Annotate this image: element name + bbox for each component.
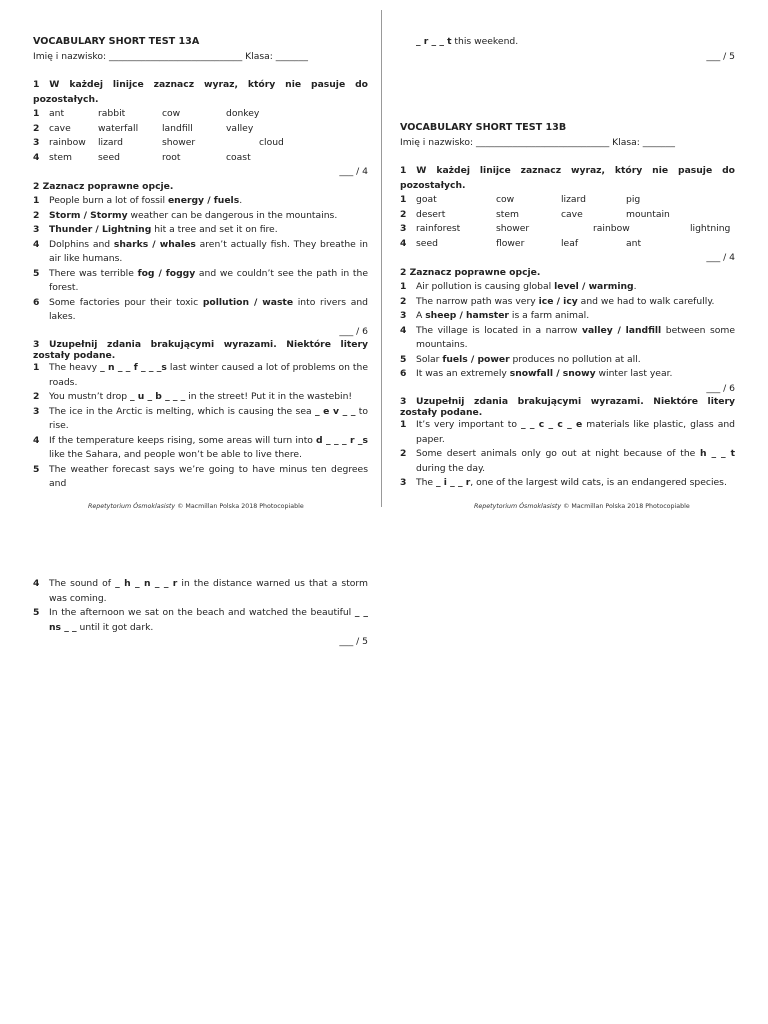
- section-2-heading: 2 Zaznacz poprawne opcje.: [33, 180, 174, 192]
- item-answer: ice / icy: [538, 295, 578, 307]
- item-text: The village is located in a narrow: [416, 324, 582, 336]
- item-number: 1: [33, 362, 40, 373]
- item-answer: energy / fuels: [167, 195, 240, 206]
- word-option: rainbow: [49, 137, 86, 148]
- word-option: ant: [49, 108, 65, 119]
- exercise-item: [400, 309, 735, 324]
- item-text: hit a tree and set it on fire.: [151, 224, 278, 235]
- item-text: winter last year.: [595, 368, 673, 379]
- section-2-score: ___ / 6: [706, 382, 735, 394]
- exercise-item: [33, 223, 368, 238]
- word-option: cow: [162, 108, 181, 119]
- word-option: coast: [226, 151, 251, 163]
- item-text: Some factories pour their toxic: [49, 296, 203, 308]
- test-13b: [400, 35, 735, 64]
- item-number: 6: [33, 296, 40, 308]
- exercise-item: [400, 418, 735, 447]
- word-option: landfill: [162, 122, 193, 134]
- item-text: during the day.: [416, 462, 486, 474]
- section-1-score: ___ / 4: [706, 252, 735, 263]
- section-2-heading: 2 Zaznacz poprawne opcje.: [400, 266, 541, 278]
- item-number: 3: [33, 405, 40, 417]
- item-number: 5: [33, 463, 40, 475]
- item-text: The: [416, 477, 437, 488]
- item-answer: Storm / Stormy: [49, 209, 128, 221]
- item-text: weather can be dangerous in the mountains.: [127, 209, 338, 221]
- word-option: seed: [416, 237, 438, 249]
- word-row: [400, 208, 735, 223]
- word-option: leaf: [561, 237, 579, 249]
- item-answer: sharks / whales: [113, 238, 196, 250]
- item-answer: _ _ ns _ _: [49, 607, 369, 633]
- item-text: in the street! Put it in the wastebin!: [185, 391, 353, 402]
- exercise-item: [33, 267, 368, 296]
- section-3-heading: 3 Uzupełnij zdania brakującymi wyrazami. Niektóre litery zostały podane.: [400, 396, 735, 418]
- item-number: 3: [33, 224, 40, 235]
- word-option: cow: [496, 194, 515, 205]
- item-answer: Thunder / Lightning: [49, 224, 152, 235]
- item-text: and we had to walk carefully.: [577, 295, 715, 307]
- section-3-items: [33, 361, 368, 492]
- column-divider: [381, 10, 382, 507]
- section-1-score: ___ / 4: [339, 166, 368, 177]
- test-13a: [33, 35, 368, 492]
- word-option: rainforest: [416, 223, 461, 234]
- exercise-item: [400, 447, 735, 476]
- item-text: If the temperature keeps rising, some areas will turn into: [49, 434, 317, 446]
- test-title: VOCABULARY SHORT TEST 13A: [33, 36, 200, 47]
- carry-over-score: ___ / 5: [706, 50, 735, 62]
- item-text: .: [239, 195, 243, 206]
- exercise-item: [400, 353, 735, 368]
- test-13b-body: [400, 121, 735, 491]
- footer-copyright: © Macmillan Polska 2018 Photocopiable: [561, 503, 690, 510]
- section-2-items: [33, 194, 368, 325]
- item-number: 1: [400, 281, 407, 292]
- item-number: 4: [33, 578, 40, 589]
- item-answer: snowfall / snowy: [509, 368, 596, 379]
- exercise-item: [33, 296, 368, 325]
- item-text: The sound of: [49, 578, 116, 589]
- word-option: stem: [496, 208, 519, 220]
- item-number: 5: [33, 267, 40, 279]
- word-option: pig: [626, 194, 641, 205]
- exercise-item: [33, 434, 368, 463]
- exercise-item: [33, 463, 368, 492]
- item-number: 5: [33, 607, 40, 618]
- section-2-score: ___ / 6: [339, 325, 368, 337]
- word-option: seed: [98, 151, 120, 163]
- word-option: lizard: [98, 137, 124, 148]
- item-number: 1: [400, 194, 407, 205]
- word-option: waterfall: [98, 122, 139, 134]
- exercise-item: [33, 577, 368, 606]
- item-answer: d _ _ _ r _s: [316, 434, 368, 446]
- item-text: last winter caused a lot of problems on the roads.: [49, 362, 368, 388]
- section-3-heading: 3 Uzupełnij zdania brakującymi wyrazami. Niektóre litery zostały podane.: [33, 339, 368, 361]
- exercise-item: [400, 476, 735, 491]
- item-text: The weather forecast says we’re going to have minus ten degrees and: [49, 463, 368, 489]
- section-3-items-continued: [33, 577, 368, 635]
- item-text: The heavy: [49, 362, 101, 373]
- exercise-item: [33, 194, 368, 209]
- item-text: into rivers and lakes.: [49, 296, 368, 322]
- item-number: 2: [400, 295, 407, 307]
- item-number: 1: [33, 195, 40, 206]
- item-number: 4: [33, 238, 40, 250]
- exercise-item: [400, 367, 735, 382]
- word-row: [400, 237, 735, 252]
- item-text: aren’t actually fish. They breathe in air like humans.: [49, 238, 368, 264]
- word-option: cave: [49, 122, 71, 134]
- footer-right: [474, 503, 690, 510]
- word-option: shower: [162, 137, 196, 148]
- word-option: goat: [416, 194, 437, 205]
- item-text: Solar: [416, 353, 443, 365]
- item-text: like the Sahara, and people won’t be able to live there.: [49, 449, 302, 460]
- item-text: The ice in the Arctic is melting, which is causing the sea: [49, 405, 315, 417]
- item-answer: pollution / waste: [202, 296, 294, 308]
- item-text: There was terrible: [49, 267, 138, 279]
- item-number: 4: [400, 237, 407, 249]
- section-1-rows: [33, 107, 368, 165]
- word-row: [33, 136, 368, 151]
- footer-copyright: © Macmillan Polska 2018 Photocopiable: [175, 503, 304, 510]
- exercise-item: [33, 390, 368, 405]
- word-row: [400, 193, 735, 208]
- item-text: Dolphins and: [49, 238, 114, 250]
- exercise-item: [33, 405, 368, 434]
- item-number: 4: [33, 434, 40, 446]
- word-option: ant: [626, 237, 642, 249]
- item-answer: _ i _ _ r: [436, 477, 471, 488]
- name-class-line: Imię i nazwisko: _____________________________ Klasa: _______: [33, 50, 308, 62]
- item-answer: _ _ c _ c _ e: [521, 419, 583, 430]
- item-number: 4: [400, 324, 407, 336]
- word-option: root: [162, 151, 181, 163]
- item-answer: level / warming: [554, 281, 634, 292]
- word-option: mountain: [626, 208, 670, 220]
- word-row: [33, 107, 368, 122]
- word-option: desert: [416, 208, 446, 220]
- exercise-item: [33, 361, 368, 390]
- item-answer: _ u _ b _ _ _: [129, 391, 186, 402]
- carry-over-text: this weekend.: [451, 36, 519, 47]
- item-number: 6: [400, 368, 407, 379]
- word-option: lightning: [690, 223, 731, 234]
- item-text: The narrow path was very: [416, 295, 539, 307]
- item-answer: sheep / hamster: [425, 310, 509, 321]
- item-answer: fog / foggy: [137, 267, 196, 279]
- item-answer: valley / landfill: [581, 324, 662, 336]
- section-1-heading: 1 W każdej linijce zaznacz wyraz, który nie pasuje do pozostałych.: [400, 165, 735, 191]
- item-number: 3: [33, 137, 40, 148]
- item-text: People burn a lot of fossil: [49, 195, 168, 206]
- exercise-item: [33, 238, 368, 267]
- item-text: You mustn’t drop: [49, 391, 130, 402]
- item-text: In the afternoon we sat on the beach and watched the beautiful: [49, 607, 355, 618]
- exercise-item: [400, 324, 735, 353]
- word-option: valley: [226, 122, 254, 134]
- carry-over-gap: _ r _ _ t: [416, 36, 452, 47]
- word-row: [400, 222, 735, 237]
- test-13a-continued: [33, 577, 368, 650]
- item-number: 5: [400, 353, 407, 365]
- test-title: VOCABULARY SHORT TEST 13B: [400, 122, 567, 133]
- item-number: 3: [400, 477, 407, 488]
- item-text: , one of the largest wild cats, is an endangered species.: [470, 477, 727, 488]
- word-option: shower: [496, 223, 530, 234]
- section-3-items: [400, 418, 735, 491]
- item-answer: _ e v _ _: [314, 405, 356, 417]
- item-number: 4: [33, 151, 40, 163]
- item-number: 2: [33, 122, 40, 134]
- word-row: [33, 122, 368, 137]
- item-text: It’s very important to: [416, 419, 521, 430]
- word-option: stem: [49, 151, 72, 163]
- item-number: 1: [400, 419, 407, 430]
- section-3-score: ___ / 5: [339, 636, 368, 647]
- section-1-heading: 1 W każdej linijce zaznacz wyraz, który nie pasuje do pozostałych.: [33, 79, 368, 105]
- item-text: to rise.: [49, 405, 368, 431]
- word-option: cave: [561, 208, 583, 220]
- item-number: 2: [33, 391, 40, 402]
- word-option: flower: [496, 237, 525, 249]
- item-text: produces no pollution at all.: [509, 353, 641, 365]
- item-text: A: [416, 310, 426, 321]
- section-2-items: [400, 280, 735, 382]
- item-text: Air pollution is causing global: [416, 281, 555, 292]
- exercise-item: [400, 295, 735, 310]
- exercise-item: [33, 606, 368, 635]
- name-class-line: Imię i nazwisko: _____________________________ Klasa: _______: [400, 136, 675, 148]
- section-1-rows: [400, 193, 735, 251]
- footer-book-title: Repetytorium Ósmoklasisty: [474, 503, 562, 510]
- word-option: donkey: [226, 108, 260, 119]
- item-number: 1: [33, 108, 40, 119]
- item-text: between some mountains.: [416, 324, 735, 350]
- item-text: Some desert animals only go out at night because of the: [416, 448, 700, 459]
- item-answer: h _ _ t: [699, 448, 735, 459]
- item-answer: _ h _ n _ _ r: [115, 578, 178, 589]
- word-option: rabbit: [98, 108, 126, 119]
- item-text: is a farm animal.: [508, 310, 590, 321]
- item-answer: fuels / power: [442, 353, 510, 365]
- item-text: materials like plastic, glass and paper.: [416, 419, 735, 445]
- word-option: lizard: [561, 194, 587, 205]
- item-number: 2: [400, 448, 407, 459]
- exercise-item: [400, 280, 735, 295]
- exercise-item: [33, 209, 368, 224]
- item-number: 3: [400, 223, 407, 234]
- item-number: 2: [33, 209, 40, 221]
- word-option: rainbow: [593, 223, 630, 234]
- item-text: It was an extremely: [416, 368, 510, 379]
- footer-book-title: Repetytorium Ósmoklasisty: [88, 503, 176, 510]
- item-text: until it got dark.: [76, 621, 154, 633]
- word-row: [33, 151, 368, 166]
- word-option: cloud: [259, 137, 284, 148]
- item-number: 2: [400, 208, 407, 220]
- item-text: .: [633, 281, 637, 292]
- item-number: 3: [400, 310, 407, 321]
- item-text: in the distance warned us that a storm was coming.: [49, 578, 368, 604]
- footer-left: [88, 503, 304, 510]
- item-answer: _ n _ _ f _ _ _s: [100, 362, 167, 373]
- item-text: and we couldn’t see the path in the forest.: [49, 267, 368, 293]
- carry-over-line: [400, 35, 735, 50]
